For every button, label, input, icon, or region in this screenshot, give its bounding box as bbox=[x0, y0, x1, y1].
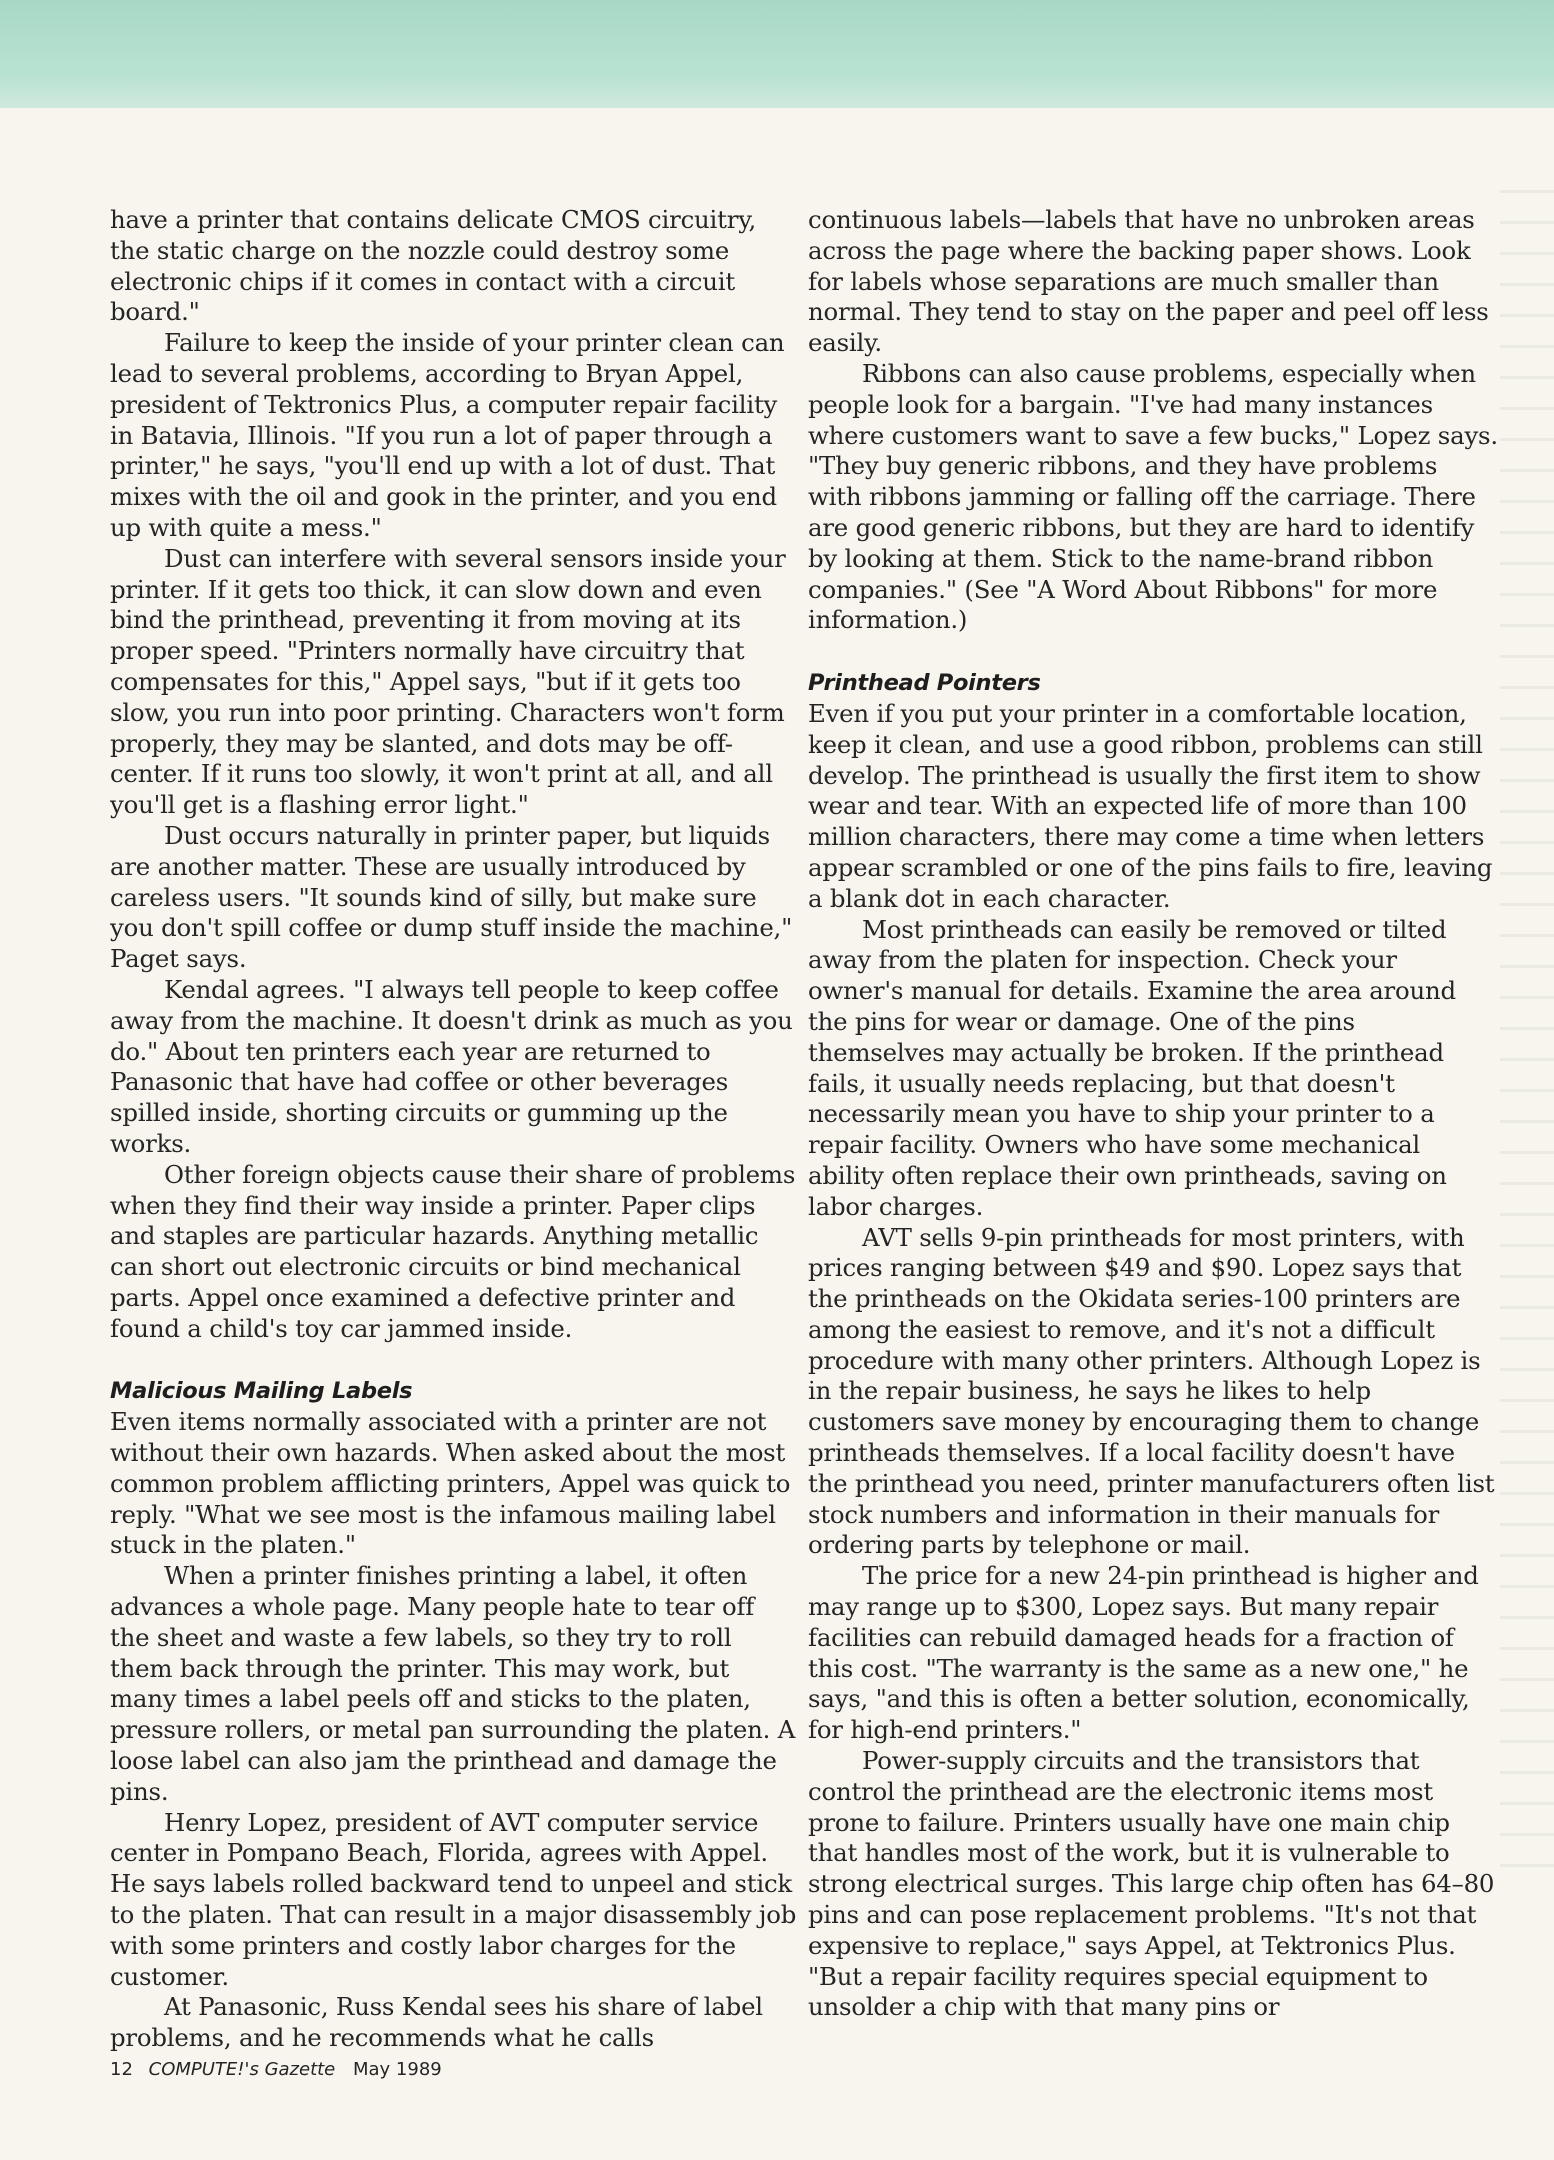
paragraph: AVT sells 9-pin printheads for most printers, with prices ranging between $49 and $90. Lopez says that the printheads on the Okidata series-100 printers are among the easiest to remove, and it's not a difficult procedure with many other printers. Although Lopez is in the repair business, he says he likes to help customers save money by encouraging them to change printheads themselves. If a local facility doesn't have the printhead you need, printer manufacturers often list stock numbers and information in their manuals for ordering parts by telephone or mail. bbox=[808, 1222, 1495, 1560]
paragraph: Power-supply circuits and the transistors that control the printhead are the electronic items most prone to failure. Printers usually have one main chip that handles most of the work, but it is vulnerable to strong electrical surges. This large chip often has 64–80 pins and can pose replacement problems. "It's not that expensive to replace," says Appel, at Tektronics Plus. "But a repair facility requires special equipment to unsolder a chip with that many pins or bbox=[808, 1746, 1495, 2022]
top-color-band bbox=[0, 0, 1554, 108]
paragraph: Dust occurs naturally in printer paper, but liquids are another matter. These are usually introduced by careless users. "It sounds kind of silly, but make sure you don't spill coffee or dump stuff inside the machine," Paget says. bbox=[110, 820, 793, 974]
paragraph: Most printheads can easily be removed or tilted away from the platen for inspection. Check your owner's manual for details. Examine the area around the pins for wear or damage. One of the pins themselves may actually be broken. If the printhead fails, it usually needs replacing, but that doesn't necessarily mean you have to ship your printer to a repair facility. Owners who have some mechanical ability often replace their own printheads, saving on labor charges. bbox=[808, 914, 1456, 1221]
section-heading: Printhead Pointers bbox=[808, 670, 1041, 697]
section-heading: Malicious Mailing Labels bbox=[110, 1378, 413, 1405]
magazine-title: COMPUTE!'s Gazette bbox=[148, 2059, 336, 2080]
paragraph: Ribbons can also cause problems, especially when people look for a bargain. "I've had many instances where customers want to save a few bucks," Lopez says. "They buy generic ribbons, and they have problems with ribbons jamming or falling off the carriage. There are good generic ribbons, but they are hard to identify by looking at them. Stick to the name-brand ribbon companies." (See "A Word About Ribbons" for more information.) bbox=[808, 358, 1498, 635]
issue-date: May 1989 bbox=[353, 2059, 442, 2080]
paragraph: When a printer finishes printing a label, it often advances a whole page. Many people hate to tear off the sheet and waste a few labels, so they try to roll them back through the printer. This may work, but many times a label peels off and sticks to the platen, pressure rollers, or metal pan surrounding the platen. A loose label can also jam the printhead and damage the pins. bbox=[110, 1561, 796, 1806]
paragraph: have a printer that contains delicate CMOS circuitry, the static charge on the nozzle could destroy some electronic chips if it comes in contact with a circuit board." bbox=[110, 205, 757, 327]
paragraph: Kendal agrees. "I always tell people to keep coffee away from the machine. It doesn't drink as much as you do." About ten printers each year are returned to Panasonic that have had coffee or other beverages spilled inside, shorting circuits or gumming up the works. bbox=[110, 974, 793, 1158]
paragraph: Henry Lopez, president of AVT computer service center in Pompano Beach, Florida, agrees with Appel. He says labels rolled backward tend to unpeel and stick to the platen. That can result in a major disassembly job with some printers and costly labor charges for the customer. bbox=[110, 1807, 797, 1991]
left-column bbox=[110, 205, 800, 2054]
paragraph: The price for a new 24-pin printhead is higher and may range up to $300, Lopez says. But many repair facilities can rebuild damaged heads for a fraction of this cost. "The warranty is the same as a new one," he says, "and this is often a better solution, economically, for high-end printers." bbox=[808, 1561, 1479, 1745]
show-through-text bbox=[1500, 190, 1554, 1890]
paragraph: Even if you put your printer in a comfortable location, keep it clean, and use a good ribbon, problems can still develop. The printhead is usually the first item to show wear and tear. With an expected life of more than 100 million characters, there may come a time when letters appear scrambled or one of the pins fails to fire, leaving a blank dot in each character. bbox=[808, 698, 1493, 913]
right-column bbox=[808, 205, 1498, 2023]
page-footer bbox=[110, 2059, 442, 2080]
page-number: 12 bbox=[110, 2059, 133, 2080]
paragraph: At Panasonic, Russ Kendal sees his share of label problems, and he recommends what he calls bbox=[110, 1992, 763, 2053]
paragraph: Dust can interfere with several sensors inside your printer. If it gets too thick, it can slow down and even bind the printhead, preventing it from moving at its proper speed. "Printers normally have circuitry that compensates for this," Appel says, "but if it gets too slow, you run into poor printing. Characters won't form properly, they may be slanted, and dots may be off-center. If it runs too slowly, it won't print at all, and all you'll get is a flashing error light." bbox=[110, 543, 786, 820]
paragraph: Other foreign objects cause their share of problems when they find their way inside a printer. Paper clips and staples are particular hazards. Anything metallic can short out electronic circuits or bind mechanical parts. Appel once examined a defective printer and found a child's toy car jammed inside. bbox=[110, 1159, 796, 1343]
paragraph: Even items normally associated with a printer are not without their own hazards. When asked about the most common problem afflicting printers, Appel was quick to reply. "What we see most is the infamous mailing label stuck in the platen." bbox=[110, 1407, 791, 1560]
paragraph: Failure to keep the inside of your printer clean can lead to several problems, according to Bryan Appel, president of Tektronics Plus, a computer repair facility in Batavia, Illinois. "If you run a lot of paper through a printer," he says, "you'll end up with a lot of dust. That mixes with the oil and gook in the printer, and you end up with quite a mess." bbox=[110, 328, 785, 542]
paragraph: continuous labels—labels that have no unbroken areas across the page where the backing paper shows. Look for labels whose separations are much smaller than normal. They tend to stay on the paper and peel off less easily. bbox=[808, 205, 1489, 358]
